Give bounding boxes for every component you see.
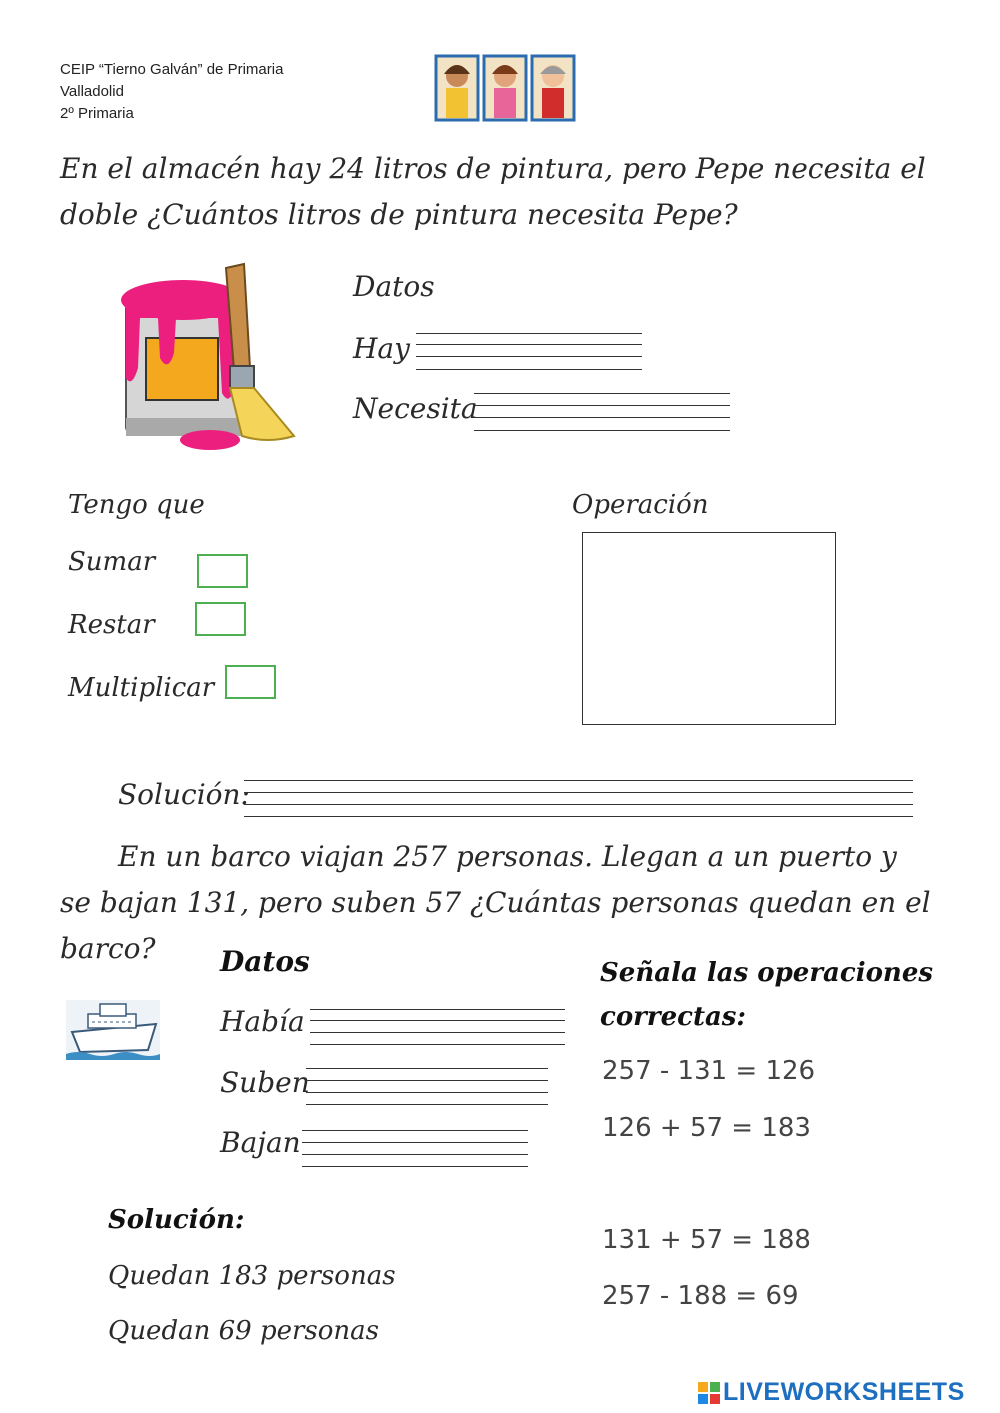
writing-line (474, 417, 730, 418)
answer-option-2[interactable]: Quedan 69 personas (108, 1316, 379, 1346)
writing-line (302, 1154, 528, 1155)
restar-label: Restar (68, 610, 155, 640)
restar-checkbox[interactable] (195, 602, 246, 636)
writing-line (244, 792, 913, 793)
writing-line (302, 1142, 528, 1143)
hay-label: Hay (353, 332, 410, 365)
problem1-statement-line1: En el almacén hay 24 litros de pintura, pero Pepe necesita el (60, 152, 926, 185)
operation-option-2[interactable]: 126 + 57 = 183 (602, 1113, 811, 1143)
liveworksheets-brand: LIVEWORKSHEETS (723, 1378, 965, 1406)
grade-label: 2º Primaria (60, 105, 134, 122)
writing-line (244, 816, 913, 817)
writing-line (310, 1020, 565, 1021)
operation-option-4[interactable]: 257 - 188 = 69 (602, 1281, 799, 1311)
habia-label: Había (220, 1005, 305, 1038)
operation-option-3[interactable]: 131 + 57 = 188 (602, 1225, 811, 1255)
answer-option-1[interactable]: Quedan 183 personas (108, 1261, 396, 1291)
writing-line (416, 333, 642, 334)
tengo-que-label: Tengo que (68, 490, 205, 520)
operation-box[interactable] (582, 532, 836, 725)
senala-label-line2: correctas: (600, 1002, 747, 1032)
writing-line (474, 405, 730, 406)
liveworksheets-logo (698, 1378, 965, 1407)
problem2-statement-line3: barco? (60, 932, 156, 965)
bajan-label: Bajan (220, 1126, 301, 1159)
datos2-label: Datos (220, 945, 310, 978)
solucion2-label: Solución: (108, 1205, 245, 1235)
writing-line (302, 1166, 528, 1167)
writing-line (416, 369, 642, 370)
writing-line (306, 1092, 548, 1093)
problem2-statement-line1: En un barco viajan 257 personas. Llegan a un puerto y (118, 840, 897, 873)
solucion-label: Solución: (118, 778, 250, 811)
senala-label-line1: Señala las operaciones (600, 958, 933, 988)
multiplicar-label: Multiplicar (68, 673, 215, 703)
writing-line (310, 1009, 565, 1010)
writing-line (474, 430, 730, 431)
necesita-label: Necesita (353, 392, 478, 425)
writing-line (302, 1130, 528, 1131)
writing-line (306, 1104, 548, 1105)
ship-illustration (66, 1000, 160, 1060)
writing-line (416, 356, 642, 357)
writing-line (306, 1080, 548, 1081)
writing-line (310, 1044, 565, 1045)
writing-line (416, 344, 642, 345)
operacion-label: Operación (572, 490, 709, 520)
operation-option-1[interactable]: 257 - 131 = 126 (602, 1056, 816, 1086)
paint-can-illustration (118, 258, 308, 453)
school-name: CEIP “Tierno Galván” de Primaria (60, 61, 284, 78)
city-name: Valladolid (60, 83, 124, 100)
teachers-illustration (432, 52, 582, 124)
problem2-statement-line2: se bajan 131, pero suben 57 ¿Cuántas personas quedan en el (60, 886, 931, 919)
problem1-statement-line2: doble ¿Cuántos litros de pintura necesita Pepe? (60, 198, 738, 231)
writing-line (310, 1032, 565, 1033)
sumar-checkbox[interactable] (197, 554, 248, 588)
multiplicar-checkbox[interactable] (225, 665, 276, 699)
school-header (60, 59, 283, 125)
writing-line (474, 393, 730, 394)
suben-label: Suben (220, 1066, 310, 1099)
liveworksheets-logo-icon (698, 1382, 720, 1404)
writing-line (244, 804, 913, 805)
sumar-label: Sumar (68, 547, 156, 577)
writing-line (306, 1068, 548, 1069)
datos-label: Datos (353, 270, 435, 303)
writing-line (244, 780, 913, 781)
